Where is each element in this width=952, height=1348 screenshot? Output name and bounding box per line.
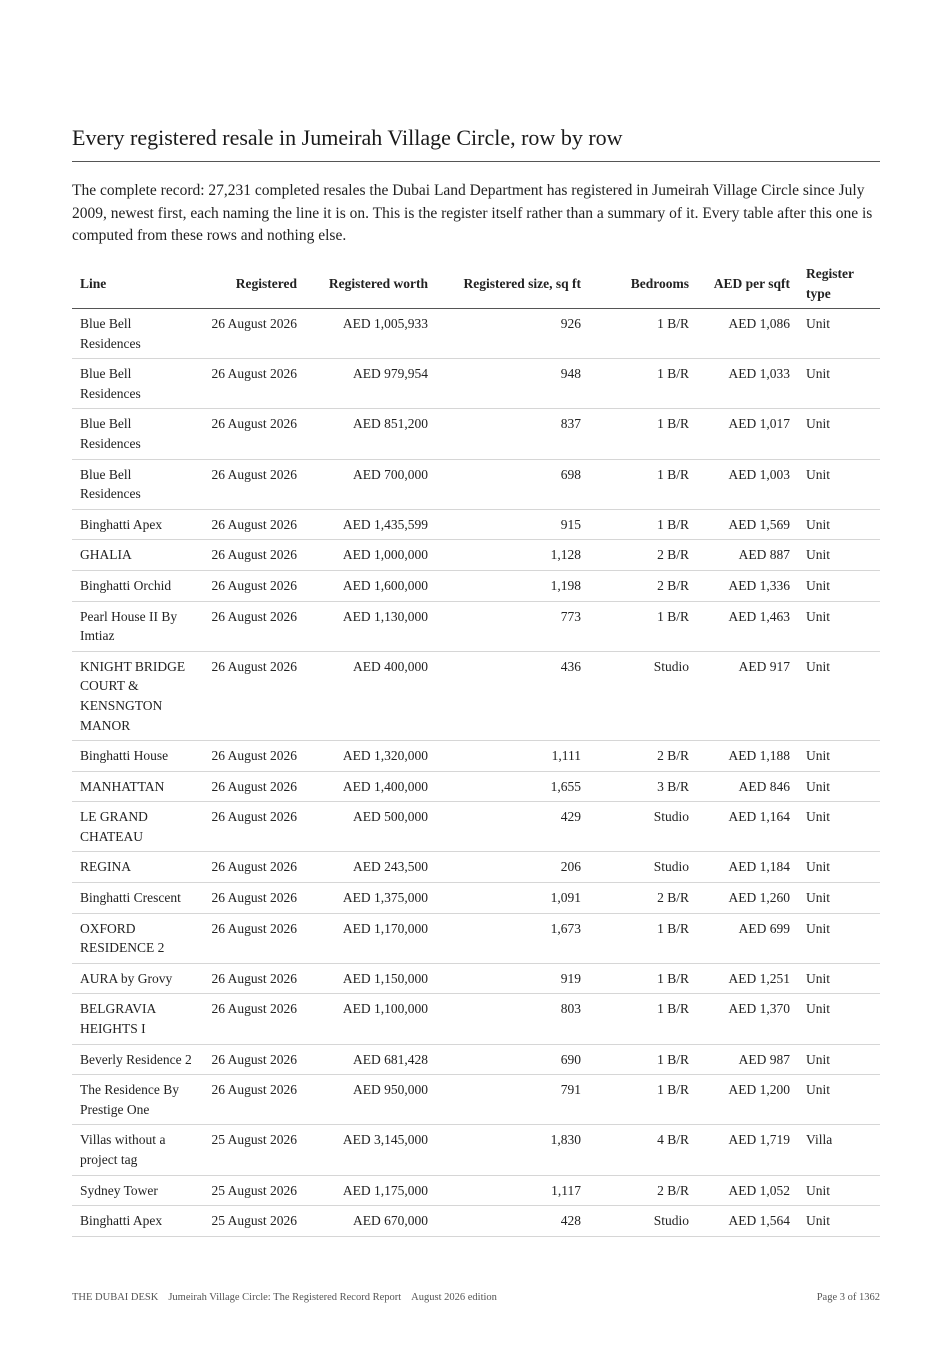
cell-registered-worth: AED 1,005,933: [305, 309, 436, 359]
cell-registered-worth: AED 851,200: [305, 409, 436, 459]
cell-line: LE GRAND CHATEAU: [72, 802, 203, 852]
cell-registered-worth: AED 1,375,000: [305, 883, 436, 914]
cell-aed-per-sqft: AED 887: [697, 540, 798, 571]
table-row: [72, 651, 880, 740]
cell-line: Blue Bell Residences: [72, 359, 203, 409]
cell-registered-worth: AED 3,145,000: [305, 1125, 436, 1175]
table-row: [72, 1075, 880, 1125]
cell-register-type: Unit: [798, 1175, 880, 1206]
cell-line: OXFORD RESIDENCE 2: [72, 913, 203, 963]
cell-register-type: Unit: [798, 771, 880, 802]
cell-registered-size: 1,655: [436, 771, 589, 802]
table-row: [72, 509, 880, 540]
cell-registered-size: 206: [436, 852, 589, 883]
cell-registered-date: 26 August 2026: [203, 570, 305, 601]
cell-registered-date: 25 August 2026: [203, 1175, 305, 1206]
cell-bedrooms: 2 B/R: [589, 570, 697, 601]
cell-line: Villas without a project tag: [72, 1125, 203, 1175]
table-row: [72, 994, 880, 1044]
cell-registered-worth: AED 1,000,000: [305, 540, 436, 571]
cell-registered-size: 429: [436, 802, 589, 852]
table-row: [72, 1206, 880, 1237]
column-header-registered: Registered: [203, 262, 305, 309]
cell-registered-date: 26 August 2026: [203, 771, 305, 802]
cell-aed-per-sqft: AED 1,086: [697, 309, 798, 359]
cell-registered-date: 25 August 2026: [203, 1206, 305, 1237]
cell-line: BELGRAVIA HEIGHTS I: [72, 994, 203, 1044]
column-header-aed-per-sqft: AED per sqft: [697, 262, 798, 309]
resale-register-table: [72, 262, 880, 1237]
cell-register-type: Unit: [798, 1075, 880, 1125]
cell-line: Blue Bell Residences: [72, 459, 203, 509]
cell-registered-size: 1,830: [436, 1125, 589, 1175]
cell-registered-size: 1,117: [436, 1175, 589, 1206]
cell-line: KNIGHT BRIDGE COURT & KENSNGTON MANOR: [72, 651, 203, 740]
cell-registered-date: 26 August 2026: [203, 802, 305, 852]
cell-registered-size: 436: [436, 651, 589, 740]
intro-paragraph: The complete record: 27,231 completed resales the Dubai Land Department has registered in Jumeirah Village Circle since July 2009, newest first, each naming the line it is on. This is the register itself rather than a summary of it. Every table after this one is computed from these rows and nothing else.: [72, 182, 873, 244]
cell-registered-worth: AED 1,150,000: [305, 963, 436, 994]
cell-register-type: Unit: [798, 540, 880, 571]
cell-aed-per-sqft: AED 1,336: [697, 570, 798, 601]
cell-line: Blue Bell Residences: [72, 309, 203, 359]
cell-registered-date: 26 August 2026: [203, 309, 305, 359]
cell-aed-per-sqft: AED 1,184: [697, 852, 798, 883]
cell-register-type: Villa: [798, 1125, 880, 1175]
cell-register-type: Unit: [798, 883, 880, 914]
cell-bedrooms: 1 B/R: [589, 1044, 697, 1075]
footer-edition: August 2026 edition: [411, 1292, 497, 1303]
table-row: [72, 852, 880, 883]
cell-registered-size: 1,128: [436, 540, 589, 571]
cell-line: Binghatti Apex: [72, 1206, 203, 1237]
cell-registered-date: 26 August 2026: [203, 540, 305, 571]
cell-bedrooms: 2 B/R: [589, 883, 697, 914]
cell-registered-size: 926: [436, 309, 589, 359]
cell-aed-per-sqft: AED 1,251: [697, 963, 798, 994]
page-title: Every registered resale in Jumeirah Village Circle, row by row: [72, 125, 623, 150]
table-row: [72, 1125, 880, 1175]
cell-registered-worth: AED 1,130,000: [305, 601, 436, 651]
cell-bedrooms: 1 B/R: [589, 601, 697, 651]
cell-aed-per-sqft: AED 1,463: [697, 601, 798, 651]
table-row: [72, 540, 880, 571]
cell-registered-worth: AED 1,170,000: [305, 913, 436, 963]
column-header-registered-size: Registered size, sq ft: [436, 262, 589, 309]
cell-registered-date: 26 August 2026: [203, 409, 305, 459]
cell-aed-per-sqft: AED 987: [697, 1044, 798, 1075]
cell-registered-date: 26 August 2026: [203, 601, 305, 651]
cell-registered-worth: AED 1,320,000: [305, 741, 436, 772]
cell-bedrooms: 4 B/R: [589, 1125, 697, 1175]
cell-registered-date: 26 August 2026: [203, 509, 305, 540]
cell-aed-per-sqft: AED 917: [697, 651, 798, 740]
cell-bedrooms: 1 B/R: [589, 1075, 697, 1125]
cell-registered-date: 25 August 2026: [203, 1125, 305, 1175]
cell-registered-date: 26 August 2026: [203, 1044, 305, 1075]
cell-bedrooms: 1 B/R: [589, 913, 697, 963]
cell-aed-per-sqft: AED 1,569: [697, 509, 798, 540]
cell-register-type: Unit: [798, 913, 880, 963]
cell-registered-worth: AED 1,400,000: [305, 771, 436, 802]
table-row: [72, 741, 880, 772]
footer-report-title: Jumeirah Village Circle: The Registered Record Report: [168, 1292, 402, 1303]
cell-registered-worth: AED 950,000: [305, 1075, 436, 1125]
cell-bedrooms: 3 B/R: [589, 771, 697, 802]
cell-aed-per-sqft: AED 1,260: [697, 883, 798, 914]
cell-bedrooms: 1 B/R: [589, 994, 697, 1044]
table-row: [72, 883, 880, 914]
table-row: [72, 570, 880, 601]
cell-aed-per-sqft: AED 1,200: [697, 1075, 798, 1125]
cell-registered-size: 1,091: [436, 883, 589, 914]
cell-line: REGINA: [72, 852, 203, 883]
cell-line: GHALIA: [72, 540, 203, 571]
cell-registered-date: 26 August 2026: [203, 852, 305, 883]
footer-page-number: Page 3 of 1362: [816, 1292, 880, 1303]
cell-register-type: Unit: [798, 1206, 880, 1237]
cell-line: Blue Bell Residences: [72, 409, 203, 459]
cell-line: The Residence By Prestige One: [72, 1075, 203, 1125]
cell-register-type: Unit: [798, 409, 880, 459]
cell-line: Binghatti Crescent: [72, 883, 203, 914]
cell-bedrooms: 2 B/R: [589, 540, 697, 571]
cell-registered-worth: AED 1,100,000: [305, 994, 436, 1044]
cell-registered-date: 26 August 2026: [203, 994, 305, 1044]
table-row: [72, 309, 880, 359]
cell-bedrooms: 1 B/R: [589, 359, 697, 409]
cell-register-type: Unit: [798, 802, 880, 852]
cell-registered-worth: AED 979,954: [305, 359, 436, 409]
column-header-bedrooms: Bedrooms: [589, 262, 697, 309]
cell-bedrooms: Studio: [589, 802, 697, 852]
cell-registered-size: 1,111: [436, 741, 589, 772]
cell-line: MANHATTAN: [72, 771, 203, 802]
cell-bedrooms: 1 B/R: [589, 963, 697, 994]
cell-aed-per-sqft: AED 1,052: [697, 1175, 798, 1206]
cell-registered-size: 791: [436, 1075, 589, 1125]
column-header-registered-worth: Registered worth: [305, 262, 436, 309]
table-row: [72, 771, 880, 802]
cell-line: Binghatti Orchid: [72, 570, 203, 601]
cell-aed-per-sqft: AED 1,033: [697, 359, 798, 409]
cell-bedrooms: Studio: [589, 651, 697, 740]
table-row: [72, 459, 880, 509]
cell-line: Sydney Tower: [72, 1175, 203, 1206]
cell-register-type: Unit: [798, 651, 880, 740]
page-footer: [72, 1292, 880, 1303]
cell-aed-per-sqft: AED 846: [697, 771, 798, 802]
table-row: [72, 601, 880, 651]
cell-registered-size: 837: [436, 409, 589, 459]
cell-registered-date: 26 August 2026: [203, 651, 305, 740]
cell-registered-date: 26 August 2026: [203, 1075, 305, 1125]
cell-register-type: Unit: [798, 741, 880, 772]
cell-register-type: Unit: [798, 963, 880, 994]
cell-registered-size: 690: [436, 1044, 589, 1075]
cell-bedrooms: 1 B/R: [589, 309, 697, 359]
cell-register-type: Unit: [798, 570, 880, 601]
cell-registered-worth: AED 670,000: [305, 1206, 436, 1237]
cell-register-type: Unit: [798, 994, 880, 1044]
cell-registered-worth: AED 1,435,599: [305, 509, 436, 540]
cell-aed-per-sqft: AED 1,370: [697, 994, 798, 1044]
cell-registered-size: 1,198: [436, 570, 589, 601]
title-divider: [72, 161, 880, 162]
table-body: [72, 309, 880, 1237]
cell-aed-per-sqft: AED 699: [697, 913, 798, 963]
cell-bedrooms: 1 B/R: [589, 409, 697, 459]
cell-registered-date: 26 August 2026: [203, 741, 305, 772]
cell-line: Pearl House II By Imtiaz: [72, 601, 203, 651]
table-header-row: [72, 262, 880, 309]
cell-registered-size: 948: [436, 359, 589, 409]
cell-register-type: Unit: [798, 359, 880, 409]
cell-line: Binghatti House: [72, 741, 203, 772]
cell-register-type: Unit: [798, 601, 880, 651]
cell-registered-worth: AED 700,000: [305, 459, 436, 509]
cell-registered-size: 773: [436, 601, 589, 651]
cell-registered-worth: AED 243,500: [305, 852, 436, 883]
cell-registered-date: 26 August 2026: [203, 883, 305, 914]
cell-registered-date: 26 August 2026: [203, 459, 305, 509]
table-row: [72, 963, 880, 994]
column-header-line: Line: [72, 262, 203, 309]
cell-line: Beverly Residence 2: [72, 1044, 203, 1075]
cell-aed-per-sqft: AED 1,564: [697, 1206, 798, 1237]
cell-bedrooms: 1 B/R: [589, 509, 697, 540]
cell-registered-worth: AED 1,175,000: [305, 1175, 436, 1206]
footer-publication: THE DUBAI DESK: [72, 1292, 159, 1303]
table-row: [72, 1175, 880, 1206]
cell-bedrooms: 2 B/R: [589, 741, 697, 772]
cell-registered-size: 919: [436, 963, 589, 994]
cell-bedrooms: Studio: [589, 852, 697, 883]
table-row: [72, 359, 880, 409]
table-row: [72, 409, 880, 459]
table-row: [72, 1044, 880, 1075]
cell-register-type: Unit: [798, 509, 880, 540]
cell-bedrooms: 1 B/R: [589, 459, 697, 509]
cell-registered-size: 915: [436, 509, 589, 540]
cell-line: Binghatti Apex: [72, 509, 203, 540]
cell-registered-date: 26 August 2026: [203, 913, 305, 963]
cell-registered-worth: AED 500,000: [305, 802, 436, 852]
cell-registered-size: 428: [436, 1206, 589, 1237]
cell-aed-per-sqft: AED 1,164: [697, 802, 798, 852]
table-row: [72, 913, 880, 963]
cell-registered-worth: AED 400,000: [305, 651, 436, 740]
cell-aed-per-sqft: AED 1,003: [697, 459, 798, 509]
cell-registered-worth: AED 681,428: [305, 1044, 436, 1075]
cell-register-type: Unit: [798, 459, 880, 509]
cell-registered-worth: AED 1,600,000: [305, 570, 436, 601]
cell-aed-per-sqft: AED 1,188: [697, 741, 798, 772]
cell-registered-size: 803: [436, 994, 589, 1044]
cell-registered-date: 26 August 2026: [203, 359, 305, 409]
cell-register-type: Unit: [798, 1044, 880, 1075]
cell-registered-size: 698: [436, 459, 589, 509]
cell-bedrooms: Studio: [589, 1206, 697, 1237]
cell-register-type: Unit: [798, 309, 880, 359]
cell-bedrooms: 2 B/R: [589, 1175, 697, 1206]
cell-line: AURA by Grovy: [72, 963, 203, 994]
cell-registered-date: 26 August 2026: [203, 963, 305, 994]
cell-aed-per-sqft: AED 1,719: [697, 1125, 798, 1175]
cell-registered-size: 1,673: [436, 913, 589, 963]
cell-aed-per-sqft: AED 1,017: [697, 409, 798, 459]
table-row: [72, 802, 880, 852]
column-header-register-type: Register type: [798, 262, 880, 309]
cell-register-type: Unit: [798, 852, 880, 883]
